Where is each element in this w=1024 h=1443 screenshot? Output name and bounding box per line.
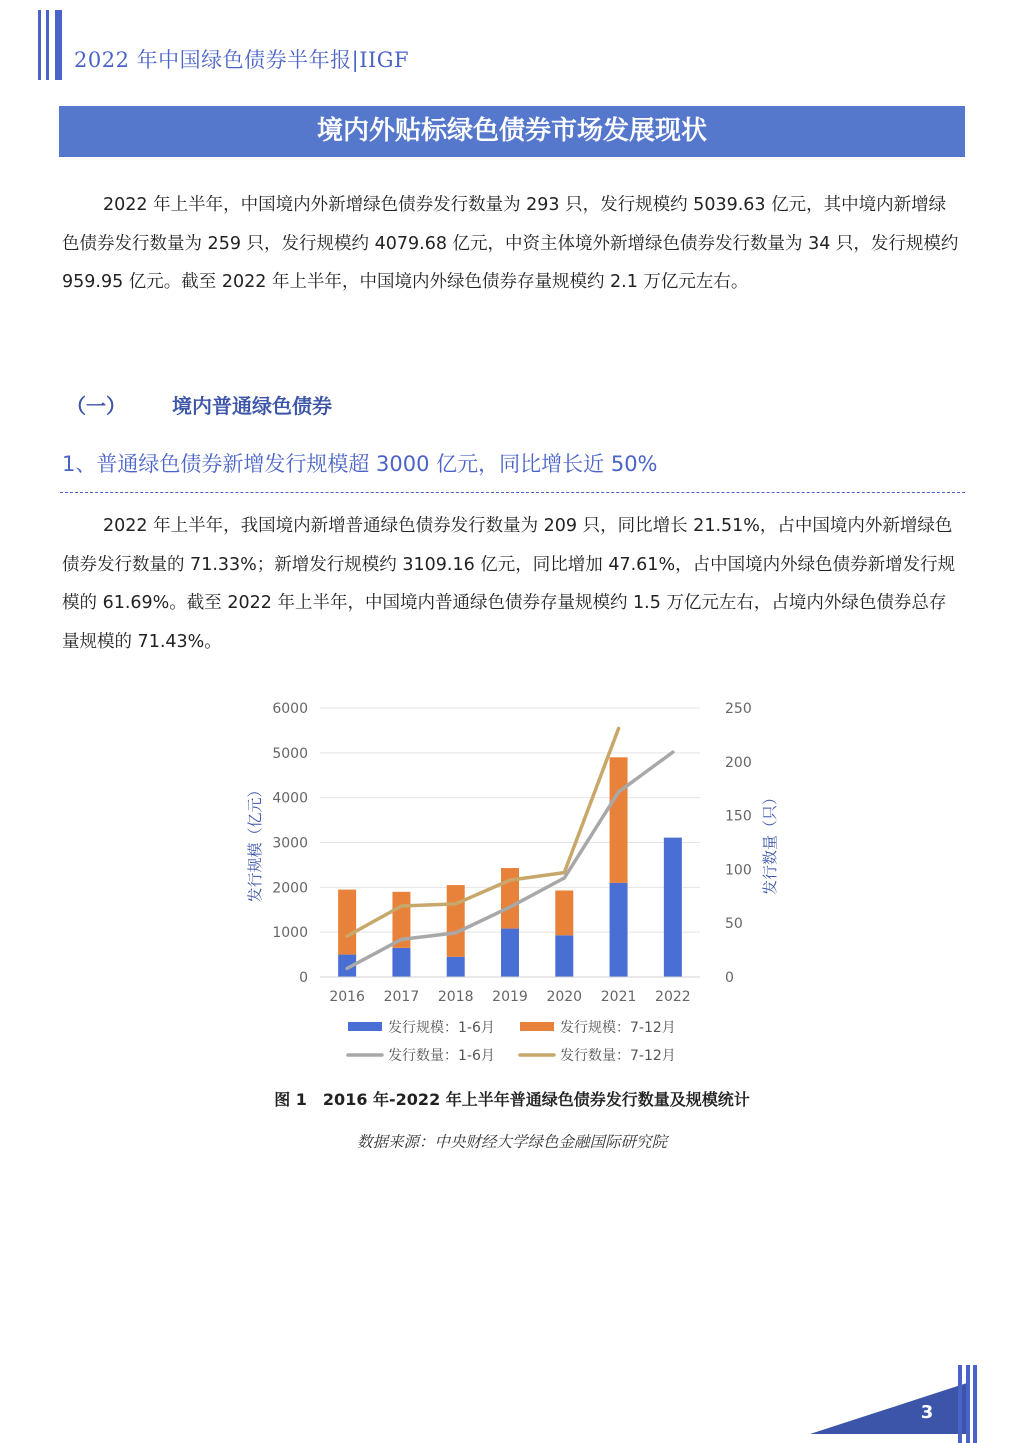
x-tick-label: 2016 — [329, 989, 365, 1005]
y2-tick-label: 200 — [725, 754, 752, 771]
section-number: （一） — [66, 394, 126, 418]
x-tick-label: 2020 — [546, 989, 583, 1005]
figure-source: 数据来源：中央财经大学绿色金融国际研究院 — [356, 1133, 667, 1151]
y2-tick-label: 250 — [725, 701, 752, 717]
legend-label: 发行规模：7-12月 — [560, 1020, 676, 1036]
legend-swatch — [520, 1022, 554, 1031]
y-tick-label: 3000 — [272, 835, 308, 852]
y2-axis-title: 发行数量（只） — [761, 789, 779, 896]
y2-tick-label: 50 — [725, 916, 743, 933]
bar-2018 — [447, 957, 465, 977]
dashed-divider — [60, 492, 965, 493]
intro-paragraph: 2022 年上半年，中国境内外新增绿色债券发行数量为 293 只，发行规模约 5039.63 亿元，其中境内新增绿色债券发行数量为 259 只，发行规模约 4079.68 亿元，中资主体境外新增绿色债券发行数量为 34 只，发行规模约 959.95 亿元。截至 2022 年上半年，中国境内外绿色债券存量规模约 2.1 万亿元左右。 — [62, 195, 959, 292]
subsection-heading: 1、普通绿色债券新增发行规模超 3000 亿元，同比增长近 50% — [62, 452, 658, 476]
body-paragraph: 2022 年上半年，我国境内新增普通绿色债券发行数量为 209 只，同比增长 21.51%，占中国境内外新增绿色债券发行数量的 71.33%；新增发行规模约 3109.16 亿元，同比增加 47.61%，占中国境内外绿色债券新增发行规模的 61.69%。截至 2022 年上半年，中国境内普通绿色债券存量规模约 1.5 万亿元左右，占境内外绿色债券总存量规模的 71.43%。 — [62, 516, 956, 652]
figure-caption: 图 1 2016 年-2022 年上半年普通绿色债券发行数量及规模统计 — [274, 1090, 750, 1109]
y-tick-label: 2000 — [272, 880, 308, 897]
y-tick-label: 6000 — [272, 701, 308, 717]
x-tick-label: 2021 — [600, 989, 637, 1005]
x-tick-label: 2019 — [492, 989, 528, 1005]
x-tick-label: 2018 — [437, 989, 474, 1005]
legend-label: 发行规模：1-6月 — [388, 1020, 495, 1036]
bar-2019 — [501, 929, 519, 977]
x-tick-label: 2017 — [383, 989, 420, 1005]
bar-2020 — [555, 935, 573, 977]
section-heading — [66, 390, 332, 419]
y-tick-label: 1000 — [272, 925, 308, 942]
report-header-title: 2022 年中国绿色债券半年报|IIGF — [74, 48, 410, 72]
section-banner: 境内外贴标绿色债券市场发展现状 — [59, 106, 965, 157]
green-bond-chart — [230, 690, 790, 1070]
bar-2022 — [664, 838, 682, 977]
x-tick-label: 2022 — [655, 989, 691, 1005]
y2-tick-label: 100 — [725, 862, 752, 879]
bar-2017 — [392, 948, 410, 977]
bar-2019 — [501, 868, 519, 929]
y-axis-title: 发行规模（亿元） — [246, 782, 264, 903]
y-tick-label: 0 — [299, 970, 308, 986]
header-decoration-bars — [38, 10, 68, 80]
y-tick-label: 5000 — [272, 745, 308, 762]
series-line — [347, 728, 618, 936]
footer-decoration-bars — [958, 1365, 978, 1443]
y-tick-label: 4000 — [272, 790, 308, 807]
footer-triangle — [810, 1382, 970, 1434]
section-title: 境内普通绿色债券 — [172, 394, 332, 418]
bar-2020 — [555, 890, 573, 935]
y2-tick-label: 0 — [725, 970, 734, 986]
bar-2021 — [610, 883, 628, 977]
bar-2016 — [338, 890, 356, 955]
legend-label: 发行数量：7-12月 — [560, 1048, 676, 1064]
legend-swatch — [348, 1022, 382, 1031]
y2-tick-label: 150 — [725, 808, 752, 825]
page-number: 3 — [920, 1402, 934, 1423]
bar-2018 — [447, 885, 465, 957]
bar-2021 — [610, 757, 628, 883]
legend-label: 发行数量：1-6月 — [388, 1048, 495, 1064]
